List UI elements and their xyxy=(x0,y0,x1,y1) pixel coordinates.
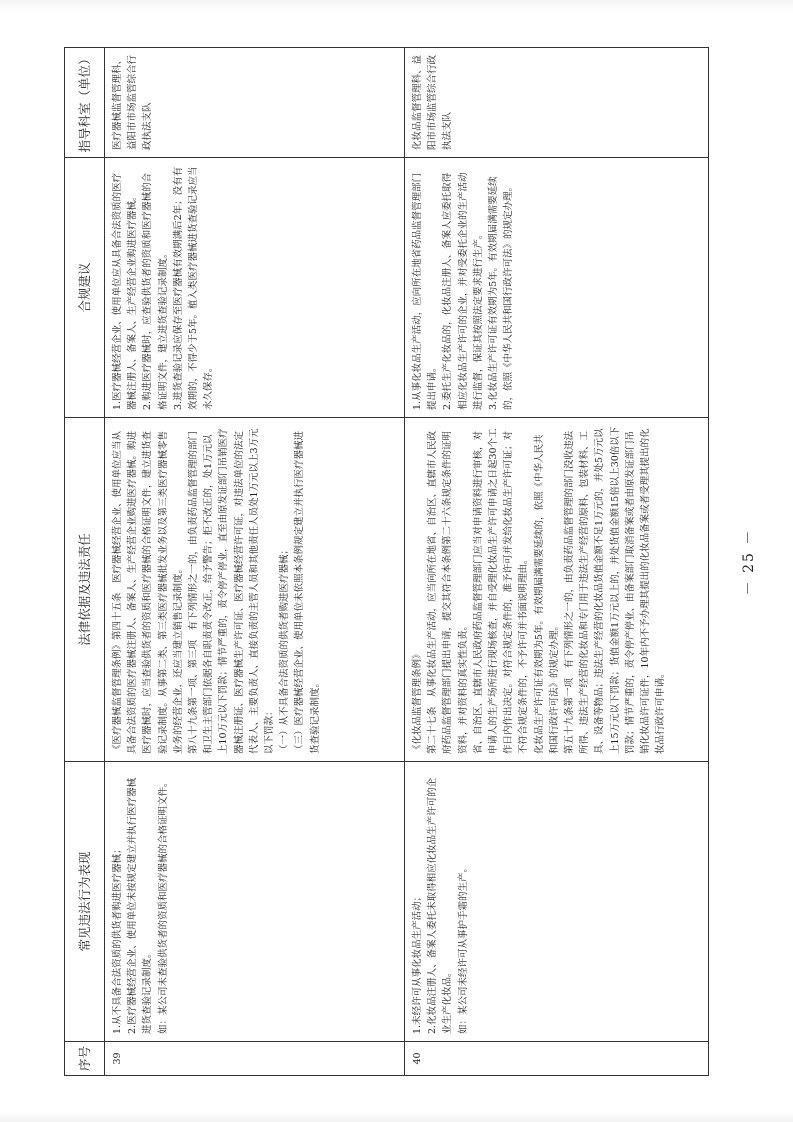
behavior-cell xyxy=(105,762,405,1042)
behavior-line: 1.未经许可从事化妆品生产活动； xyxy=(412,891,423,1034)
law-paragraph: （三）医疗器械经营企业、使用单位未依照本条例规定建立并执行医疗器械进货查验记录制度。 xyxy=(294,430,321,754)
table-row xyxy=(105,48,405,1076)
advice-line: 3.化妆品生产许可证有效期为5年。有效期届满需要延续的，依照《中华人民共和国行政许可法》的规定办理。 xyxy=(488,176,515,410)
law-cell xyxy=(105,418,405,762)
behavior-line: 2.医疗器械经营企业、使用单位未按规定建立并执行医疗器械进货查验记录制度。 xyxy=(127,777,154,1034)
behavior-line: 如：某公司未经许可从事护手霜的生产。 xyxy=(457,862,469,1034)
row-number: 40 xyxy=(405,1042,709,1076)
row-number: 39 xyxy=(105,1042,405,1076)
behavior-cell xyxy=(405,762,709,1042)
advice-line: 2.购进医疗器械时，应查验供货者的资质和医疗器械的合格证明文件，建立进货查验记录制度。 xyxy=(142,172,169,410)
advice-line: 3.进货查验记录应保存至医疗器械有效期满后2年；没有有效期的，不得少于5年。植入类医疗器械进货查验记录应当永久保存。 xyxy=(172,166,215,410)
advice-line: 1.从事化妆品生产活动，应向所在地省药品监督管理部门提出申请。 xyxy=(412,172,439,410)
advice-cell xyxy=(405,158,709,418)
behavior-line: 如：某公司未查验供货者的资质和医疗器械的合格证明文件。 xyxy=(157,777,169,1034)
header-advice: 合规建议 xyxy=(65,158,105,418)
law-paragraph: 第八十九条第一项、第三项 有下列情形之一的，由负责药品监督管理的部门和卫生主管部门依据各自职责责令改正，给予警告；拒不改正的，处1万元以上10万元以下罚款；情节严重的，责令停产停业，直至由原发证部门吊销医疗器械注册证、医疗器械生产许可证、医疗器械经营许可证，对违法单位的法定代表人、主要负责人、直接负责的主管人员和其他责任人员处1万元以上3万元以下罚款： xyxy=(188,428,276,754)
law-paragraph: 《化妆品监督管理条例》 xyxy=(412,649,423,754)
law-paragraph: 《医疗器械监督管理条例》第四十五条 医疗器械经营企业、使用单位应当从具备合法资质的医疗器械注册人、备案人、生产经营企业购进医疗器械。购进医疗器械时，应当查验供货者的资质和医疗器械的合格证明文件，建立进货查验记录制度。从事第二类、第三类医疗器械批发业务以及第三类医疗器械零售业务的经营企业，还应当建立销售记录制度。 xyxy=(112,430,184,754)
law-paragraph: 第二十七条 从事化妆品生产活动，应当向所在地省、自治区、直辖市人民政府药品监督管理部门提出申请，提交其符合本条例第二十六条规定条件的证明资料，并对资料的真实性负责。 xyxy=(427,430,469,754)
header-no: 序号 xyxy=(65,1042,105,1076)
header-dept: 指导科室（单位） xyxy=(65,48,105,158)
dept-cell: 医疗器械监督管理科、益阳市市场监管综合行政执法支队 xyxy=(105,48,405,158)
law-paragraph: 省、自治区、直辖市人民政府药品监督管理部门应当对申请资料进行审核，对申请人的生产场所进行现场核查，并自受理化妆品生产许可申请之日起30个工作日内作出决定。对符合规定条件的，准予许可并发给化妆品生产许可证；对不符合规定条件的，不予许可并书面说明理由。 xyxy=(472,428,530,754)
dept-cell: 化妆品监督管理科、益阳市市场监管综合行政执法支队 xyxy=(405,48,709,158)
page-number: － 25 － xyxy=(741,528,757,596)
advice-line: 2.委托生产化妆品的，化妆品注册人、备案人应委托取得相应化妆品生产许可的企业，并对受委托企业的生产活动进行监督，保证其按照法定要求进行生产。 xyxy=(442,172,484,410)
law-paragraph: 第五十九条第一项 有下列情形之一的，由负责药品监督管理的部门没收违法所得、违法生产经营的化妆品和专门用于违法生产经营的原料、包装材料、工具、设备等物品；违法生产经营的化妆品货值金额不足1万元的，并处5万元以上15万元以下罚款；货值金额1万元以上的，并处货值金额15倍以上30倍以下罚款；情节严重的，责令停产停业、由备案部门取消备案或者由原发证部门吊销化妆品许可证件，10年内不予办理其提出的化妆品备案或者受理其提出的化妆品行政许可申请。 xyxy=(564,426,667,754)
behavior-line: 1.从不具备合法资质的供货者购进医疗器械； xyxy=(112,844,123,1034)
advice-line: 1.医疗器械经营企业、使用单位应从具备合法资质的医疗器械注册人、备案人、生产经营企业购进医疗器械。 xyxy=(112,172,139,410)
law-cell xyxy=(405,418,709,762)
advice-cell xyxy=(105,158,405,418)
regulation-table xyxy=(64,47,709,1076)
header-behavior: 常见违法行为表现 xyxy=(65,762,105,1042)
table-header-row xyxy=(65,48,105,1076)
law-paragraph: （一）从不具备合法资质的供货者购进医疗器械； xyxy=(279,544,291,754)
law-paragraph: 化妆品生产许可证有效期为5年。有效期届满需要延续的，依照《中华人民共和国行政许可法》的规定办理。 xyxy=(533,434,560,754)
table-row xyxy=(405,48,709,1076)
header-law: 法律依据及违法责任 xyxy=(65,418,105,762)
behavior-line: 2.化妆品注册人、备案人委托未取得相应化妆品生产许可的企业生产化妆品。 xyxy=(427,777,454,1034)
